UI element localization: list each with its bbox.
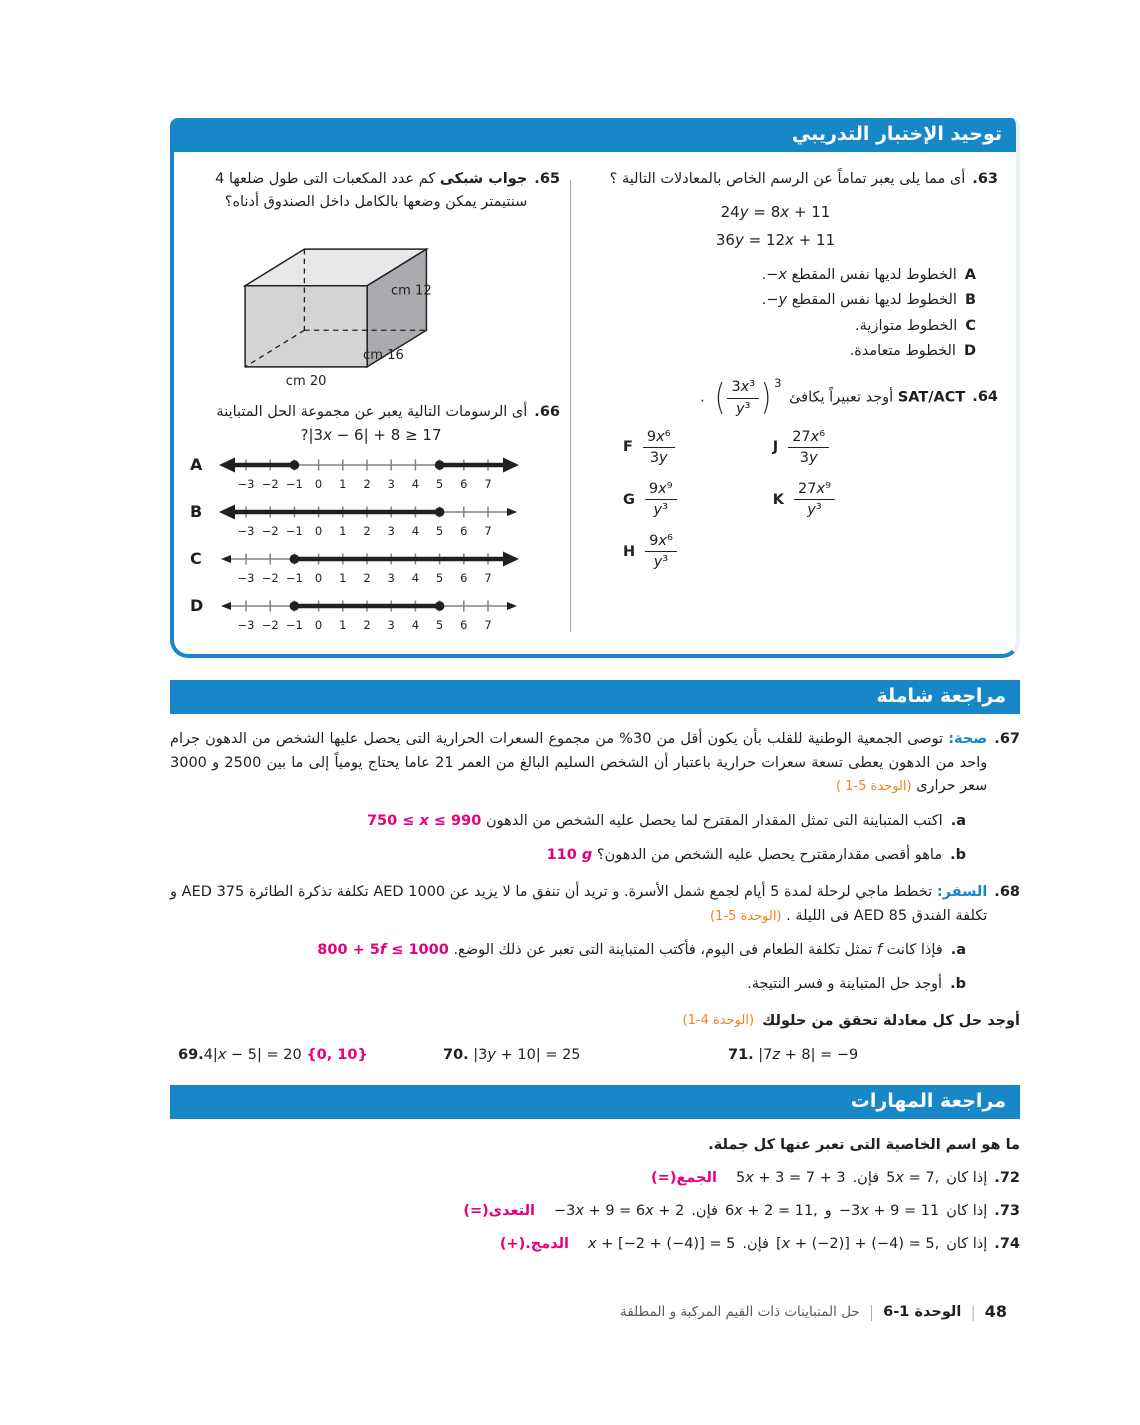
dimension-width: 20 cm: [285, 374, 327, 390]
problem-63: [583, 168, 998, 191]
part-text: اكتب المتباينة التى تمثل المقدار المقترح لما يحصل عليه الشخص من الدهون 750 ≤ x ≤ 990: [366, 812, 943, 829]
column-divider: [570, 180, 571, 632]
svg-text:5: 5: [435, 524, 444, 539]
problem-text: جواب شبكى كم عدد المكعبات التى طول ضلعها 4 سنتيمتر يمكن وضعها بالكامل داخل الصندوق أدناه؟: [215, 171, 528, 211]
svg-text:1: 1: [339, 524, 347, 539]
fraction: $\frac{\text{9x⁶}}{3y}$: [643, 428, 675, 467]
answers-column-fgh: [623, 428, 677, 585]
page-footer: [620, 1302, 1007, 1321]
svg-text:0: 0: [314, 477, 323, 492]
problem-number: 65.: [534, 171, 560, 187]
svg-text:4: 4: [411, 571, 420, 586]
answer: الدمج.(+): [499, 1235, 570, 1252]
equations-63: [583, 199, 968, 255]
column-65-66: [180, 166, 564, 642]
svg-text:6: 6: [460, 477, 468, 492]
answer: الجمع(=): [651, 1169, 717, 1186]
svg-text:6: 6: [460, 524, 468, 539]
svg-text:0: 0: [314, 524, 323, 539]
answer-j: J $\frac{\text{27x⁶}}{3y}$: [773, 428, 835, 467]
dimension-height: 12 cm: [390, 283, 432, 299]
options-63: [583, 263, 976, 365]
problem-number: 64.: [972, 389, 998, 406]
option-a: [583, 263, 976, 288]
fraction: $\frac{\text{9x⁹}}{\text{y³}}$: [645, 480, 677, 519]
numberline-letter: D: [190, 596, 204, 616]
svg-text:7: 7: [484, 477, 492, 492]
problem-64: [583, 375, 998, 418]
numberline-C: [190, 548, 548, 590]
part-text: ماهو أقصى مقدارمقترح يحصل عليه الشخص من الدهون؟ 110 g: [546, 847, 943, 864]
svg-text:−2: −2: [261, 571, 279, 586]
problem-text: SAT/ACT أوجد تعبيراً يكافئ ( $\frac{\text{3x³}}{\text{y³}}$ ) $^3$ .: [700, 375, 966, 418]
option-letter: B: [964, 292, 976, 309]
svg-text:5: 5: [435, 477, 444, 492]
svg-text:−2: −2: [261, 477, 279, 492]
svg-text:−3: −3: [237, 571, 255, 586]
svg-text:5: 5: [435, 618, 444, 633]
part-letter: a.: [950, 942, 966, 959]
chapter-title: حل المتباينات ذات القيم المركبة و المطلقة: [620, 1303, 860, 1320]
option-c: [583, 314, 976, 339]
svg-text:5: 5: [435, 571, 444, 586]
numberline-graph: [219, 501, 519, 543]
svg-text:7: 7: [484, 524, 492, 539]
page-number: 48: [984, 1302, 1007, 1321]
option-letter: D: [963, 343, 976, 360]
svg-text:2: 2: [363, 524, 371, 539]
svg-text:3: 3: [387, 524, 395, 539]
part-letter: b.: [950, 847, 966, 864]
fraction: $\frac{\text{9x⁶}}{\text{y³}}$: [645, 532, 677, 571]
problem-text: صحة: توصى الجمعية الوطنية للقلب بأن يكون أقل من 30% من مجموع السعرات الحرارية التى يحصل عليها الشخص من الدهون جرام واحد من الدهون يعطى تسعة سعرات حرارية باعتبار أن الشخص السليم البالغ من العمر 21 عاما يحتاج يومياً إلى ما بين 2500 و 3000 سعر حرارى ( 1-5 الوحدة): [170, 731, 988, 795]
svg-text:4: 4: [411, 618, 420, 633]
problem-number: 67.: [994, 731, 1020, 748]
svg-text:3: 3: [387, 477, 395, 492]
svg-text:−2: −2: [261, 524, 279, 539]
expression-64: [713, 375, 782, 418]
option-letter: A: [964, 266, 976, 283]
svg-text:−3: −3: [237, 477, 255, 492]
problem-number: 73.: [994, 1202, 1020, 1219]
exercises-69-71: [170, 1047, 1020, 1063]
numberline-graph: [219, 548, 519, 590]
numberline-B: [190, 501, 548, 543]
section-header-skills: [170, 1085, 1020, 1119]
review-section: [170, 728, 1020, 1062]
exercise-69: 69.4|x − 5| = 20 {0, 10}: [178, 1046, 368, 1063]
unit-reference: ( 1-5 الوحدة): [835, 779, 912, 795]
answers-64: [583, 428, 998, 585]
problem-72: 72. إذا كان 5x = 7, فإن. 5x + 3 = 7 + 3 الجمع(=): [651, 1169, 1020, 1186]
sat-act-tag: SAT/ACT: [897, 390, 966, 407]
answer: {0, 10}: [306, 1046, 368, 1063]
problem-text: السفر: تخطط ماجي لرحلة لمدة 5 أيام لجمع شمل الأسرة. و تريد أن تنفق ما لا يزيد عن 1000 AED تكلفة تذكرة الطائرة 375 AED و تكلفة الفندق 85 AED فى الليلة . (1-5 الوحدة): [170, 884, 988, 924]
svg-text:7: 7: [484, 571, 492, 586]
svg-text:−3: −3: [237, 618, 255, 633]
problem-number: 66.: [534, 403, 560, 420]
svg-text:2: 2: [363, 477, 371, 492]
exponent: 3: [774, 375, 782, 390]
problem-text: أى مما يلى يعبر تماماً عن الرسم الخاص بالمعادلات التالية ؟: [609, 171, 966, 187]
part-text: فإذا كانت f تمثل تكلفة الطعام فى اليوم، فأكتب المتباينة التى تعبر عن ذلك الوضع. 800 + 5f ≤ 1000: [317, 942, 943, 959]
svg-text:−1: −1: [285, 524, 303, 539]
section-header-test-practice: [174, 118, 1016, 152]
svg-text:−1: −1: [285, 571, 303, 586]
problem-68a: [170, 939, 1020, 962]
numberline-letter: A: [190, 455, 203, 475]
svg-text:0: 0: [314, 571, 323, 586]
svg-text:−3: −3: [237, 524, 255, 539]
svg-text:4: 4: [411, 524, 420, 539]
problem-66: [182, 401, 560, 424]
numberline-graph: [219, 595, 519, 637]
answer: 110 g: [546, 847, 593, 864]
option-text: الخطوط لديها نفس المقطع −x.: [761, 266, 957, 283]
equation: 36y = 12x + 11: [715, 231, 836, 250]
problem-number: 72.: [994, 1169, 1020, 1186]
answers-column-jk: [773, 428, 835, 585]
svg-text:−2: −2: [261, 618, 279, 633]
exercise-71: 71. |7z + 8| = −9: [728, 1046, 859, 1063]
answer: التعدى(=): [463, 1202, 535, 1219]
section-title: توحيد الإختبار التدريبي: [791, 123, 1002, 145]
unit-reference: (1-5 الوحدة): [710, 908, 782, 924]
numberline-letter: C: [190, 549, 202, 569]
dimension-depth: 16 cm: [363, 347, 404, 363]
section-header-review: [170, 680, 1020, 714]
problem-number: 63.: [972, 171, 998, 187]
problem-67b: [170, 844, 1020, 867]
svg-text:7: 7: [484, 618, 492, 633]
answer: 800 + 5f ≤ 1000: [317, 942, 449, 959]
section-title: مراجعة المهارات: [850, 1089, 1006, 1112]
grid-in-tag: جواب شبكى: [439, 171, 528, 187]
option-text: الخطوط لديها نفس المقطع −y.: [761, 292, 957, 309]
svg-text:6: 6: [460, 618, 468, 633]
fraction: $\frac{\text{3x³}}{\text{y³}}$: [727, 378, 759, 417]
svg-text:0: 0: [314, 618, 323, 633]
svg-text:2: 2: [363, 571, 371, 586]
svg-text:3: 3: [387, 571, 395, 586]
footer-separator: |: [970, 1302, 976, 1321]
answer: 750 ≤ x ≤ 990: [366, 812, 482, 829]
option-b: [583, 288, 976, 313]
part-letter: b.: [950, 976, 966, 993]
problem-74: 74. إذا كان [x + (−2)] + (−4) = 5, فإن. x + [−2 + (−4)] = 5 الدمج.(+): [499, 1235, 1020, 1252]
option-letter: C: [965, 317, 976, 334]
direction-line: [170, 1013, 1020, 1029]
numberlines: [182, 450, 560, 637]
footer-separator: |: [868, 1302, 875, 1321]
equation: 24y = 8x + 11: [720, 203, 831, 222]
column-63-64: [577, 166, 1008, 642]
problem-number: 69.: [178, 1046, 204, 1063]
numberline-D: [190, 595, 548, 637]
svg-text:3: 3: [387, 618, 395, 633]
unit-reference: (1-4 الوحدة): [682, 1012, 755, 1028]
unit-label: الوحدة 1-6: [883, 1303, 962, 1320]
problem-text: أى الرسومات التالية يعبر عن مجموعة الحل المتباينة: [216, 403, 528, 420]
problem-number: 68.: [994, 884, 1020, 901]
answer-f: F $\frac{\text{9x⁶}}{3y}$: [623, 428, 677, 467]
option-text: الخطوط متعامدة.: [849, 343, 956, 360]
fraction: $\frac{\text{27x⁶}}{3y}$: [788, 428, 829, 467]
problem-73: 73. إذا كان −3x + 9 = 11 و 6x + 2 = 11, فإن. −3x + 9 = 6x + 2 التعدى(=): [463, 1202, 1020, 1219]
answer-g: G $\frac{\text{9x⁹}}{\text{y³}}$: [623, 480, 677, 519]
problem-67: [170, 728, 1020, 798]
health-tag: صحة:: [948, 731, 988, 748]
exercise-70: 70. |3y + 10| = 25: [443, 1046, 581, 1063]
part-text: أوجد حل المتباينة و فسر النتيجة.: [747, 976, 943, 993]
section-title: مراجعة شاملة: [876, 685, 1006, 708]
travel-tag: السفر:: [936, 884, 988, 901]
svg-text:−1: −1: [285, 618, 303, 633]
problem-68: [170, 881, 1020, 928]
svg-text:2: 2: [363, 618, 371, 633]
problem-number: 74.: [994, 1235, 1020, 1252]
problem-67a: [170, 810, 1020, 833]
fraction: $\frac{\text{27x⁹}}{\text{y³}}$: [794, 480, 835, 519]
problem-65: [182, 168, 560, 215]
svg-text:−1: −1: [285, 477, 303, 492]
cuboid-diagram: [201, 223, 481, 393]
problem-number: 71.: [728, 1046, 754, 1063]
skills-intro: ما هو اسم الخاصية التى تعبر عنها كل جملة.: [708, 1136, 1020, 1153]
inequality-66: |3x − 6| + 8 ≥ 17?: [300, 426, 442, 445]
open-paren: (: [715, 376, 726, 418]
close-paren: ): [760, 376, 772, 418]
answer-h: H $\frac{\text{9x⁶}}{\text{y³}}$: [623, 532, 677, 571]
svg-text:6: 6: [460, 571, 468, 586]
numberline-graph: [219, 454, 519, 496]
option-text: الخطوط متوازية.: [855, 317, 958, 334]
svg-text:1: 1: [339, 571, 347, 586]
test-practice-body: [174, 152, 1016, 654]
direction-text: أوجد حل كل معادلة تحقق من حلولك: [762, 1012, 1020, 1029]
box-figure: [182, 223, 500, 397]
svg-text:1: 1: [339, 477, 347, 492]
svg-text:1: 1: [339, 618, 347, 633]
svg-text:4: 4: [411, 477, 420, 492]
numberline-A: [190, 454, 548, 496]
part-letter: a.: [950, 812, 966, 829]
numberline-letter: B: [190, 502, 203, 522]
answer-k: K $\frac{\text{27x⁹}}{\text{y³}}$: [773, 480, 835, 519]
test-practice-box: [170, 118, 1020, 658]
problem-number: 70.: [443, 1046, 469, 1063]
skills-section: [170, 1137, 1020, 1252]
problem-68b: [170, 973, 1020, 996]
option-d: [583, 339, 976, 364]
